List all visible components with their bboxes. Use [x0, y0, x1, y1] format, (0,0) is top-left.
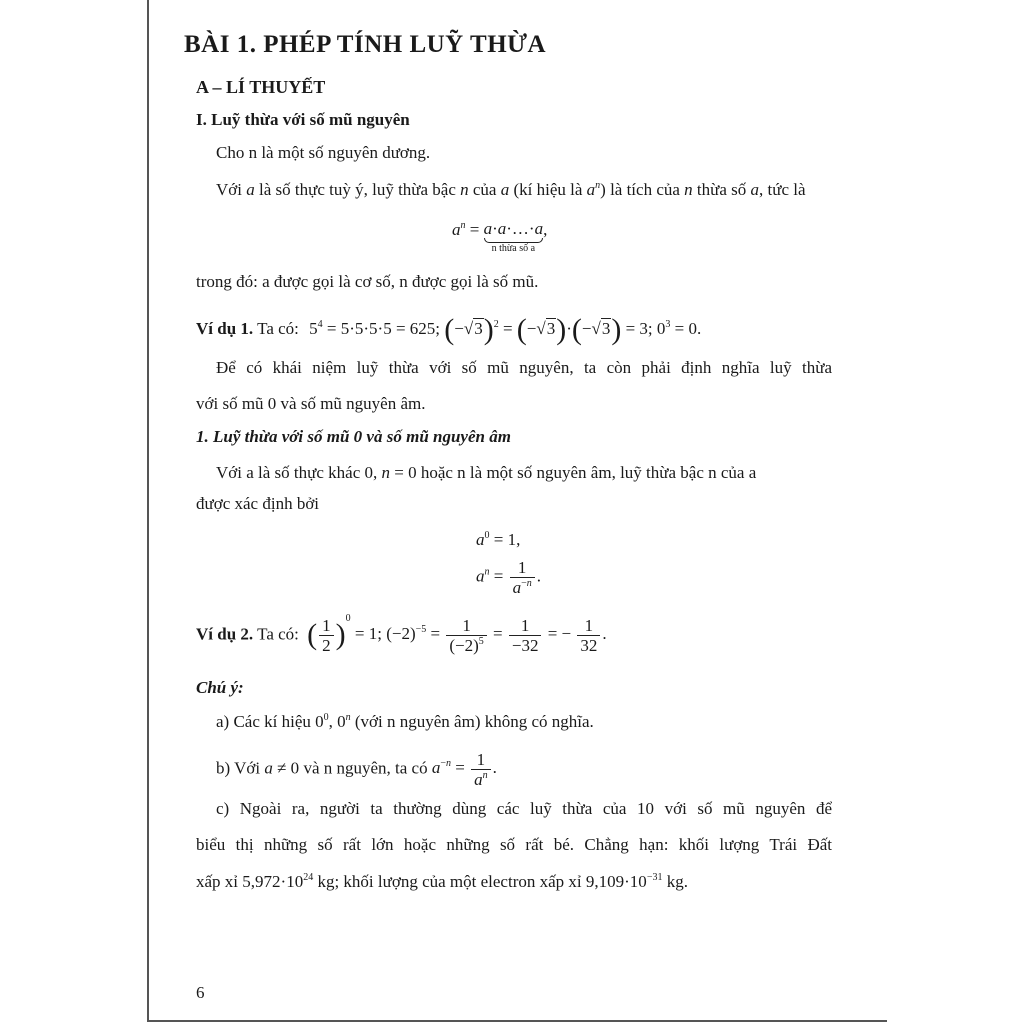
paragraph-zero-negative-line1: Với a là số thực khác 0, n = 0 hoặc n là một số nguyên âm, luỹ thừa bậc n của a [216, 463, 757, 482]
example-2: Ví dụ 2. Ta có: ( $\frac{1}{2}$ )$^0$ = 1; $(-2)^{-5}$ = $\frac{1}{(-2)^5}$ = $\frac{1}{-32}$ = − $\frac{1}{32}$ . [196, 613, 607, 655]
note-c-line1: c) Ngoài ra, người ta thường dùng các luỹ thừa của 10 với số mũ nguyên để [216, 799, 832, 818]
formula-zero-power: $a^0 = 1$, [476, 530, 521, 549]
paragraph-base-exponent: trong đó: a được gọi là cơ số, n được gọi là số mũ. [196, 272, 539, 291]
note-b: b) Với a ≠ 0 và n nguyên, ta có $a^{-n}$ = $\frac{1}{a^n}$ . [216, 750, 497, 789]
page-title: BÀI 1. PHÉP TÍNH LUỸ THỪA [184, 31, 547, 58]
example-1: Ví dụ 1. Ta có: $5^4 = 5\cdot 5\cdot 5\cdot 5 = 625$; $(-√3)^2 = (-√3)\cdot(-√3) = 3$; $0^3 = 0$. [196, 313, 702, 346]
text: hoặc n là một số nguyên âm, luỹ thừa bậc n của a [416, 463, 757, 482]
text: kg. [662, 872, 688, 891]
underbrace: a·a·…·a n thừa số a [483, 219, 544, 254]
earth-mass: 5,972·10 [242, 872, 304, 891]
note-c-line3 [196, 872, 688, 892]
page-number: 6 [196, 983, 205, 1002]
electron-mass-exponent: −31 [646, 872, 663, 883]
formula-negative-power: $a^n$ = $\frac{1}{a^{-n}}$ . [476, 558, 541, 597]
note-c-line2: biểu thị những số rất lớn hoặc những số rất bé. Chẳng hạn: khối lượng Trái Đất [196, 835, 832, 854]
text: Ta có: [257, 318, 299, 338]
paragraph-intro [216, 143, 430, 163]
text: xấp xỉ [196, 872, 243, 891]
text: , tức là [759, 180, 806, 199]
text: (với n nguyên âm) không có nghĩa. [350, 712, 594, 731]
note-a: a) Các kí hiệu $0^0$, 0$^n$ (với n nguyên âm) không có nghĩa. [216, 712, 594, 731]
text: Ta có: [257, 624, 299, 644]
text: a) Các kí hiệu [216, 712, 316, 731]
example-2-label: Ví dụ 2. [196, 624, 254, 644]
paragraph-motivation-line2: với số mũ 0 và số mũ nguyên âm. [196, 394, 426, 413]
section-heading-integer-exponent: I. Luỹ thừa với số mũ nguyên [196, 110, 410, 129]
electron-mass: 9,109·10 [585, 872, 647, 891]
text: (kí hiệu là [509, 180, 587, 199]
paragraph-zero-negative-line2: được xác định bởi [196, 494, 320, 513]
text: kg; khối lượng của một electron xấp xỉ [313, 872, 586, 891]
paragraph-intro-text: Cho n là một số nguyên dương. [216, 143, 431, 162]
text: Với [216, 180, 247, 199]
text: của [468, 180, 501, 199]
example-1-label: Ví dụ 1. [196, 318, 254, 338]
paragraph-definition: Với a là số thực tuỳ ý, luỹ thừa bậc n của a (kí hiệu là $a^n$) là tích của n thừa số a, tức là [216, 180, 806, 199]
subsection-heading: 1. Luỹ thừa với số mũ 0 và số mũ nguyên âm [196, 427, 511, 446]
earth-mass-exponent: 24 [303, 872, 314, 883]
text: là số thực tuỳ ý, luỹ thừa bậc [254, 180, 461, 199]
text: ) là tích của [600, 180, 685, 199]
text: và n nguyên, ta có [299, 758, 432, 778]
note-heading: Chú ý: [196, 678, 244, 697]
paragraph-motivation-line1: Để có khái niệm luỹ thừa với số mũ nguyên, ta còn phải định nghĩa luỹ thừa [216, 358, 832, 377]
section-heading-theory: A – LÍ THUYẾT [196, 77, 326, 97]
text: b) Với [216, 758, 265, 778]
text: Với a là số thực khác 0, [216, 463, 382, 482]
text: thừa số [692, 180, 751, 199]
formula-power-product: $a^n$ = a·a·…·a n thừa số a , [452, 219, 548, 254]
underbrace-label: n thừa số a [491, 243, 536, 254]
